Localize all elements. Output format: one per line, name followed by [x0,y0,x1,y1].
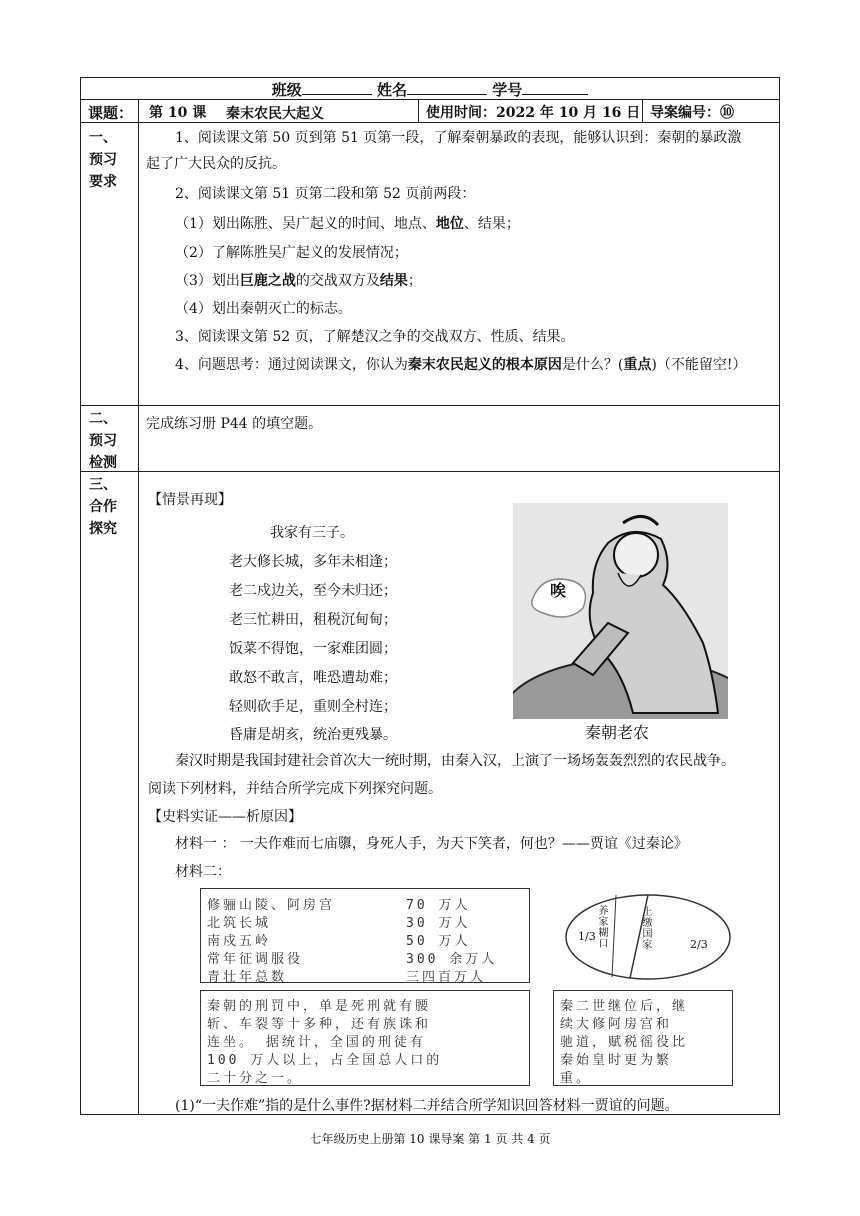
poem-line: 我家有三子。 [270,525,354,541]
sigh-text: 唉 [550,581,567,600]
intro-paragraph-cont: 阅读下列材料，并结合所学完成下列探究问题。 [148,781,442,797]
poem-line: 昏庸是胡亥，统治更残暴。 [229,727,397,743]
labor-item: 常年征调服役 [207,952,304,967]
second-emperor-line: 秦二世继位后，继 [560,999,689,1014]
section-label-explore: 三、合作探究 [89,477,117,537]
second-emperor-line: 重。 [560,1071,593,1086]
punishment-line: 斩、车裂等十多种，还有族诛和 [207,1017,432,1032]
prep-item-4: 4、问题思考：通过阅读课文，你认为秦末农民起义的根本原因是什么？(重点)（不能留空!） [175,357,747,373]
prep-item-2: 2、阅读课文第 51 页第二段和第 52 页前两段： [175,186,476,202]
material-2-label: 材料二： [175,864,231,880]
labor-count: 50 万人 [406,934,471,949]
date-label: 使用时间：2022 年 10 月 16 日 [426,105,641,121]
material-1: 材料一 ： 一夫作难而七庙隳，身死人手，为天下笑者，何也？——贾谊《过秦论》 [175,836,688,852]
section-label-prep: 一、预习要求 [89,130,117,190]
poem-line: 敢怒不敢言，唯恐遭劫难； [229,670,397,686]
labor-item: 修骊山陵、阿房宫 [207,898,336,913]
name-blank[interactable] [407,80,487,95]
punishment-line: 连坐。 据统计，全国的刑徒有 [207,1035,426,1050]
prep-item-2-3: （3）划出巨鹿之战的交战双方及结果； [175,273,422,289]
class-blank[interactable] [302,80,372,95]
poem-line: 老二戍边关，至今未归还； [229,583,397,599]
prep-item-2-1: （1）划出陈胜、吴广起义的时间、地点、地位、结果； [175,216,520,232]
id-blank[interactable] [522,80,588,95]
intro-paragraph: 秦汉时期是我国封建社会首次大一统时期，由秦入汉，上演了一场场轰轰烈烈的农民战争。 [175,753,735,769]
second-emperor-box [553,990,733,1086]
row-divider [80,471,780,472]
id-label: 学号 [492,81,523,99]
image-caption: 秦朝老农 [585,723,650,742]
prep-item-1: 1、阅读课文第 50 页到第 51 页第一段，了解秦朝暴政的表现，能够认识到：秦朝的暴政激 [175,130,742,146]
second-emperor-line: 驰道，赋税徭役比 [560,1035,689,1050]
punishment-line: 100 万人以上，占全国总人口的 [207,1053,443,1068]
row-divider [80,405,780,406]
section-label-check: 二、预习检测 [89,411,117,471]
prep-item-2-2: （2）了解陈胜吴广起义的发展情况； [175,245,408,261]
second-emperor-line: 秦始皇时更为繁 [560,1053,673,1068]
column-divider [418,99,419,122]
punishment-line: 二十分之一。 [207,1071,304,1086]
labor-count: 300 余万人 [406,952,498,967]
topic-label: 课题： [88,104,134,122]
lesson-title: 秦末农民大起义 [226,106,324,122]
poem-line: 轻则砍手足，重则全村连； [229,699,397,715]
student-info-row [0,79,860,100]
name-label: 姓名 [376,81,407,99]
old-farmer-drawing [513,503,728,719]
labor-item: 青壮年总数 [207,970,288,985]
column-divider [642,99,643,122]
code-label: 导案编号：⑩ [650,105,734,121]
labor-statistics-box [200,888,530,983]
class-label: 班级 [271,81,302,99]
prep-item-2-4: （4）划出秦朝灭亡的标志。 [175,301,352,317]
prep-item-3: 3、阅读课文第 52 页，了解楚汉之争的交战双方、性质、结果。 [175,329,575,345]
old-farmer-illustration [513,503,728,719]
row-divider [80,122,780,123]
labor-count: 30 万人 [406,916,471,931]
prep-item-1-cont: 起了广大民众的反抗。 [146,156,286,172]
evidence-title: 【史料实证——析原因】 [148,809,302,825]
check-text: 完成练习册 P44 的填空题。 [146,416,323,432]
labor-count: 三四百万人 [406,970,487,985]
poem-line: 饭菜不得饱，一家难团圆； [229,641,397,657]
scene-title: 【情景再现】 [148,492,232,508]
labor-count: 70 万人 [406,898,471,913]
labor-item: 南戍五岭 [207,934,272,949]
page-footer: 七年级历史上册第 10 课导案 第 1 页 共 4 页 [309,1132,551,1146]
lesson-number: 第 10 课 [149,105,207,121]
punishment-box [200,990,530,1086]
column-divider [138,99,139,1115]
pie-value-left: 1/3 [578,930,596,943]
pie-label-left: 养家糊口 [596,905,607,949]
labor-item: 北筑长城 [207,916,272,931]
poem-line: 老三忙耕田，租税沉甸甸； [229,612,397,628]
pie-value-right: 2/3 [690,938,708,951]
punishment-line: 秦朝的刑罚中，单是死刑就有腰 [207,999,432,1014]
question-1: (1)“一夫作难”指的是什么事件?据材料二并结合所学知识回答材料一贾谊的问题。 [175,1098,679,1114]
poem-line: 老大修长城，多年未相逢； [229,554,397,570]
second-emperor-line: 续大修阿房宫和 [560,1017,673,1032]
pie-label-right: 上缴国家 [640,906,651,950]
